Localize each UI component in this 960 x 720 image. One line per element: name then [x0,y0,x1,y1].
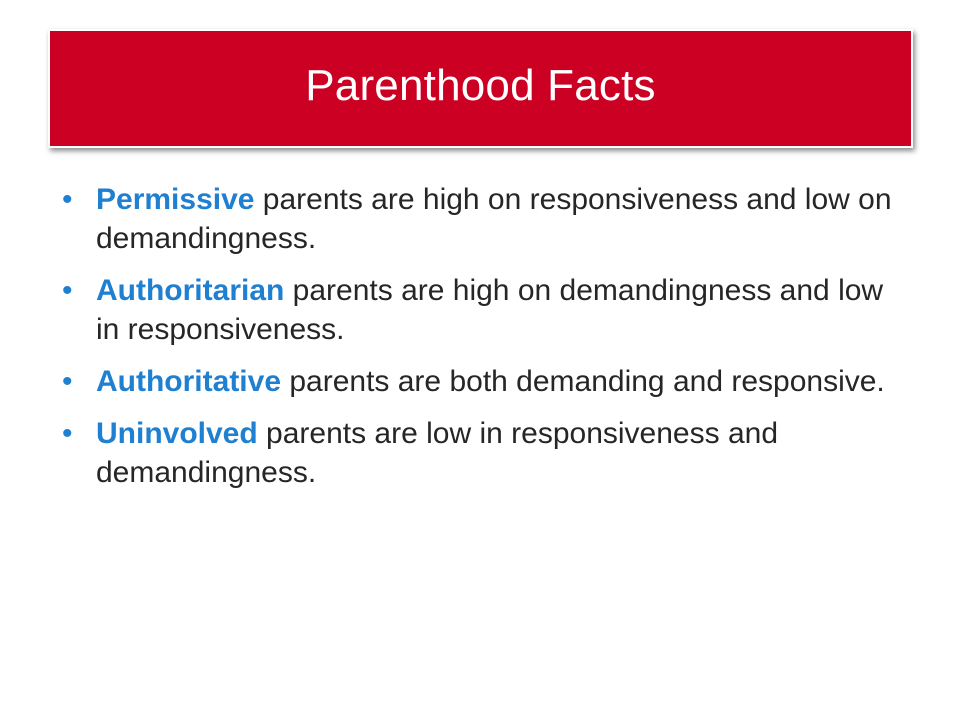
term-authoritarian: Authoritarian [96,274,285,307]
term-permissive: Permissive [96,183,255,216]
bullet-text: parents are high on responsiveness and low on demandingness. [96,183,892,255]
bullet-item-permissive [60,180,910,258]
slide-title: Parenthood Facts [305,60,656,110]
bullet-item-authoritative [60,362,910,401]
bullet-text: parents are high on demandingness and low in responsiveness. [96,274,884,346]
bullet-dot-icon: • [62,183,73,216]
term-authoritative: Authoritative [96,365,282,398]
term-uninvolved: Uninvolved [96,417,258,450]
bullet-list [60,180,910,505]
bullet-dot-icon: • [62,417,73,450]
bullet-item-authoritarian [60,271,910,349]
bullet-text: parents are low in responsiveness and demandingness. [96,417,779,489]
bullet-dot-icon: • [62,365,73,398]
title-banner [48,29,913,148]
bullet-dot-icon: • [62,274,73,307]
bullet-item-uninvolved [60,414,910,492]
bullet-text: parents are both demanding and responsive. [281,365,885,398]
